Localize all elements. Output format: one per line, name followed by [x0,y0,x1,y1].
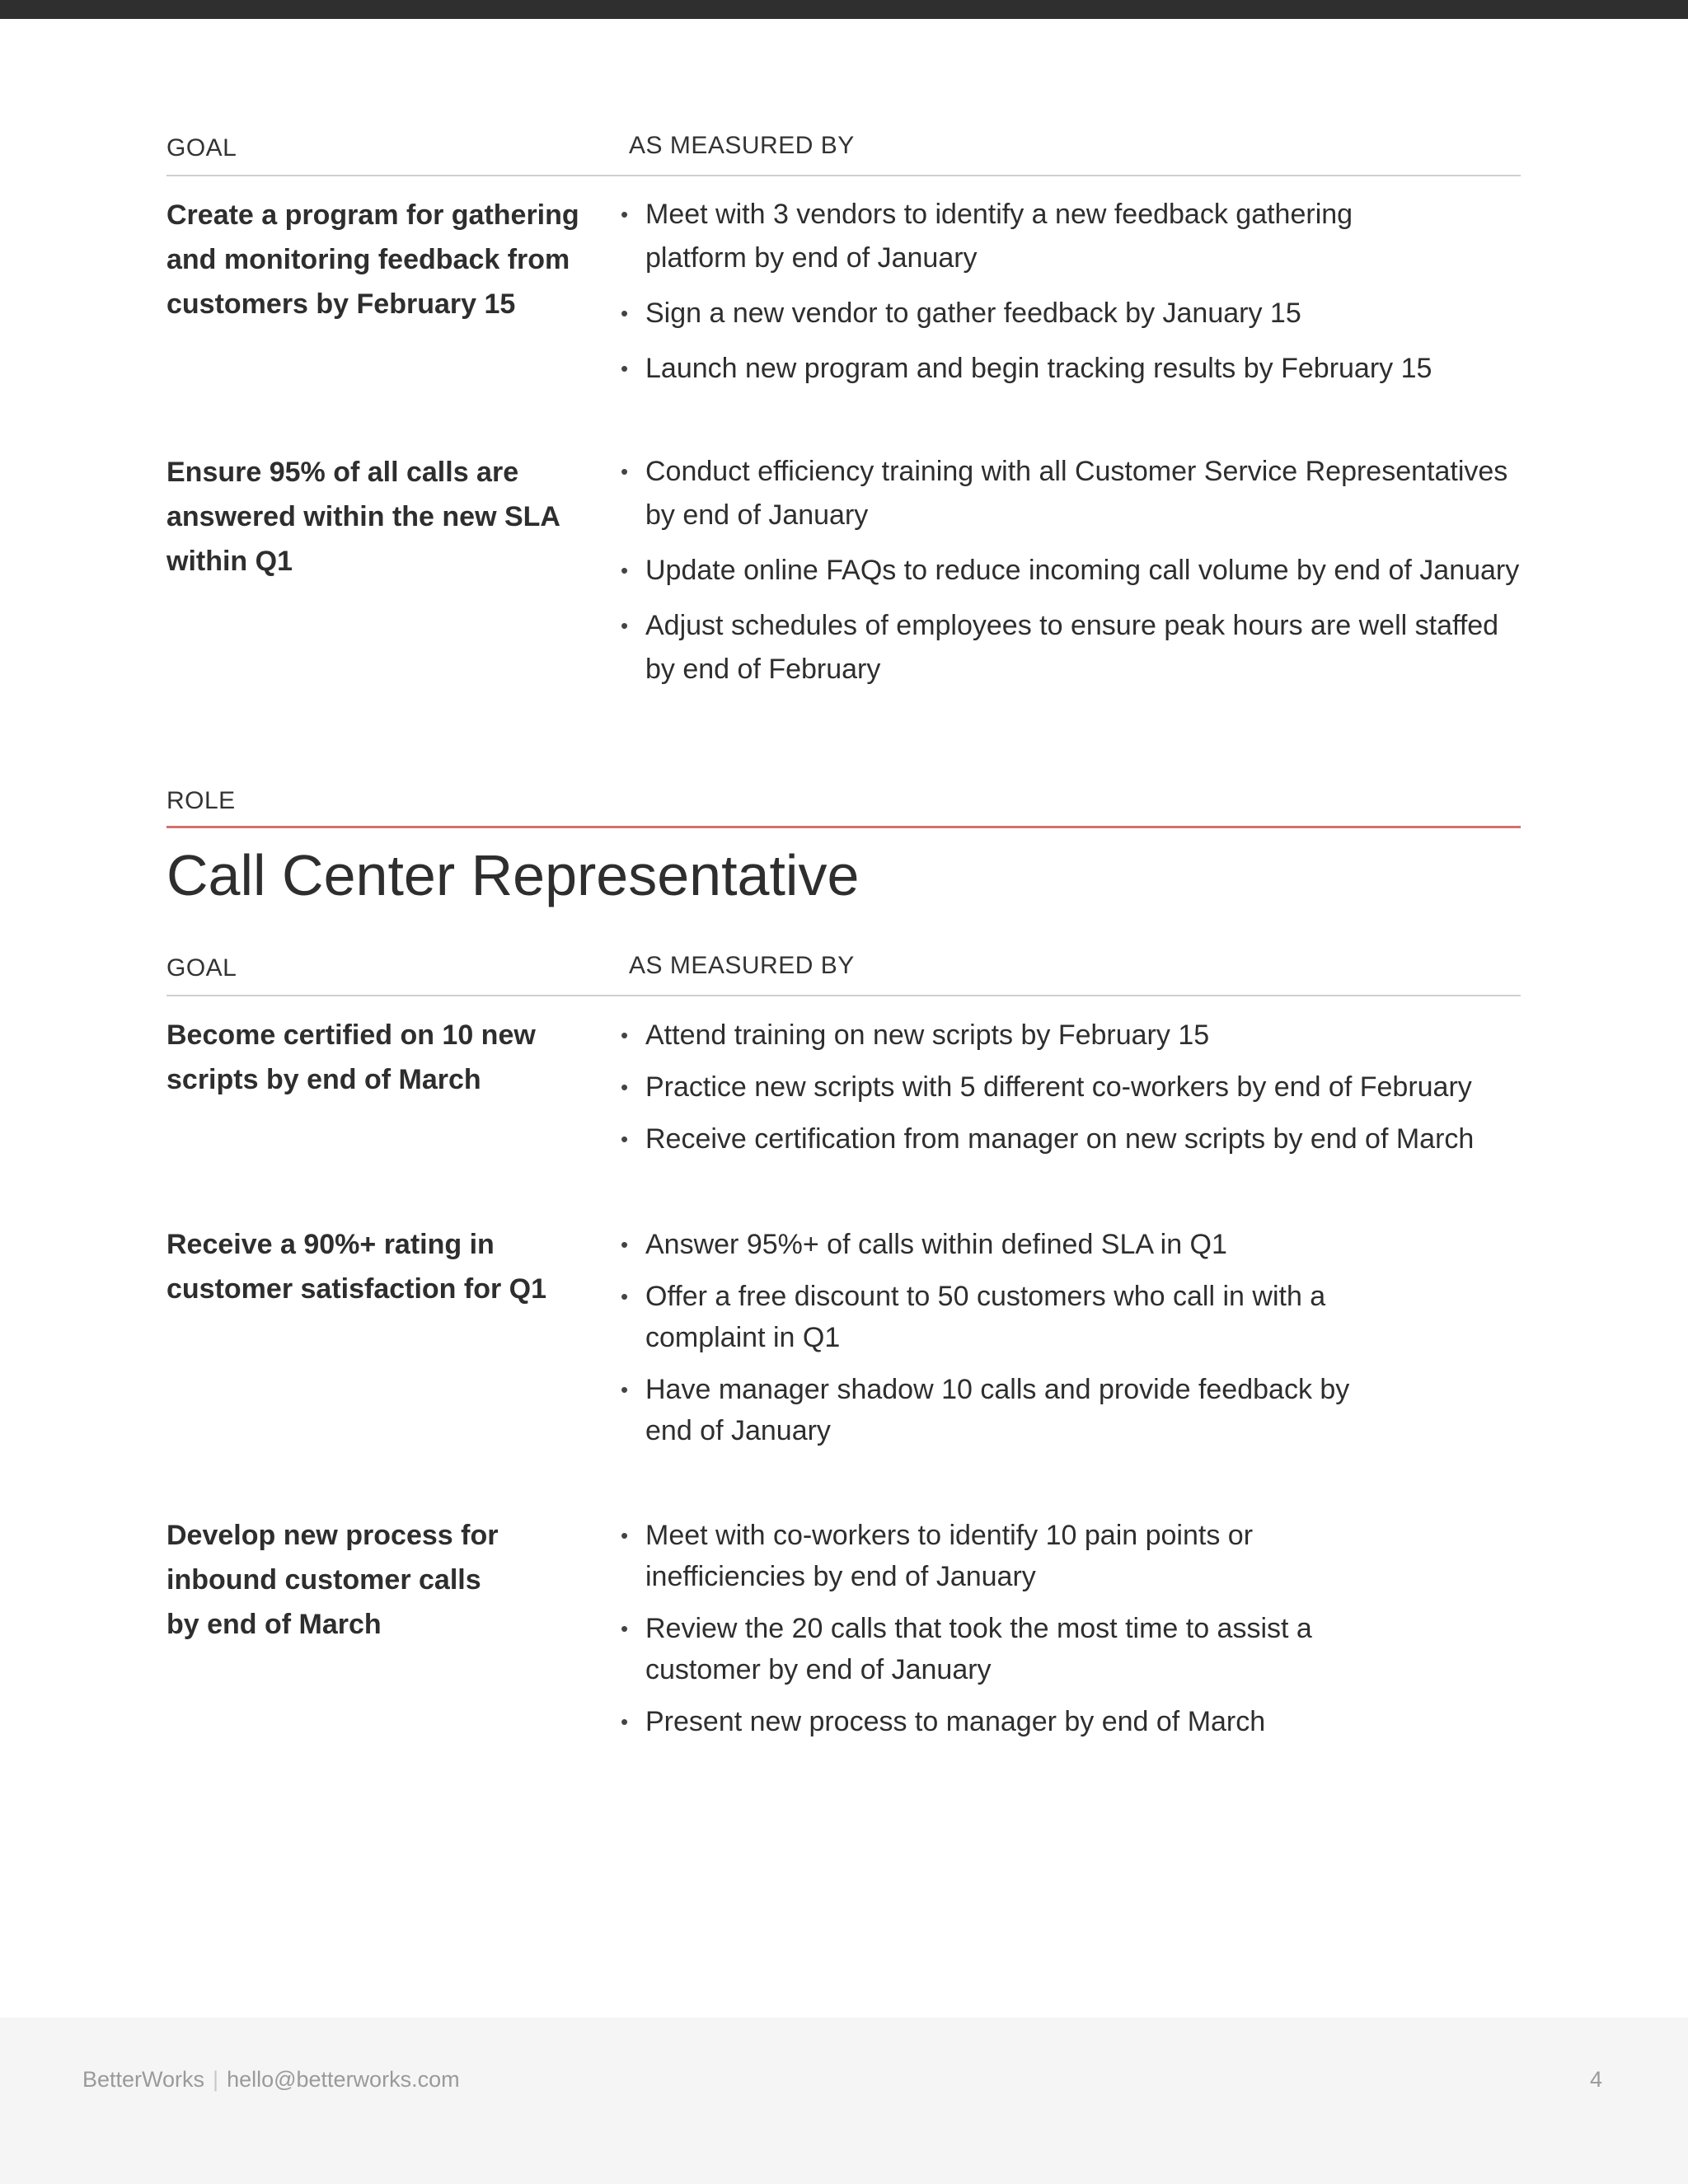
page-number: 4 [1589,2067,1602,2092]
measure-line: • Practice new scripts with 5 different co-workers by end of February [645,1071,1472,1103]
footer-separator: | [213,2067,219,2092]
goal-line: within Q1 [166,546,293,577]
role-divider [166,826,1521,828]
goal-line: scripts by end of March [166,1064,481,1095]
measure-line: end of January [645,1415,831,1446]
footer-email-link[interactable]: hello@betterworks.com [227,2067,460,2092]
goal-line: Create a program for gathering [166,199,579,231]
goal-text [166,1222,603,1311]
goal-line: answered within the new SLA [166,501,560,532]
measure-line: • Review the 20 calls that took the most time to assist a [645,1613,1312,1644]
goal-line: Become certified on 10 new [166,1019,536,1051]
goal-column-header: GOAL [166,134,237,162]
footer-company: BetterWorks [82,2067,205,2092]
measure-line: • Update online FAQs to reduce incoming call volume by end of January [645,555,1520,586]
measure-item [621,292,1527,335]
header-divider [166,175,1521,176]
measure-line: • Sign a new vendor to gather feedback by January 15 [645,298,1301,329]
goal-line: and monitoring feedback from [166,244,570,275]
goal-text [166,450,603,583]
measure-list [621,1515,1527,1753]
goal-column-header: GOAL [166,954,237,982]
measure-line: • Meet with 3 vendors to identify a new feedback gathering [645,199,1353,230]
goal-text [166,1513,603,1647]
goal-text [166,193,603,326]
measure-list [621,1015,1527,1170]
measure-item [621,1515,1527,1597]
measure-line: complaint in Q1 [645,1322,841,1353]
goal-line: Develop new process for [166,1520,499,1551]
measure-line: • Adjust schedules of employees to ensure peak hours are well staffed [645,610,1499,641]
measure-column-header: AS MEASURED BY [629,952,855,979]
measure-line: • Have manager shadow 10 calls and provide feedback by [645,1374,1350,1405]
measure-item [621,1118,1527,1160]
goal-line: Receive a 90%+ rating in [166,1229,495,1260]
measure-line: by end of January [645,499,869,531]
measure-item [621,1224,1527,1265]
measure-item [621,1015,1527,1056]
footer-contact [82,2067,460,2093]
goal-line: customers by February 15 [166,288,516,320]
goal-line: by end of March [166,1609,382,1640]
measure-line: customer by end of January [645,1654,992,1685]
measure-line: • Conduct efficiency training with all Customer Service Representatives [645,456,1508,487]
measure-item [621,450,1527,537]
role-label: ROLE [166,787,236,814]
header-divider [166,995,1521,996]
measure-list [621,1224,1527,1462]
measure-column-header: AS MEASURED BY [629,132,855,159]
measure-line: inefficiencies by end of January [645,1561,1036,1592]
measure-line: • Answer 95%+ of calls within defined SLA in Q1 [645,1229,1227,1260]
measure-line: • Receive certification from manager on new scripts by end of March [645,1123,1475,1155]
measure-item [621,347,1527,391]
measure-line: • Meet with co-workers to identify 10 pain points or [645,1520,1254,1551]
measure-line: • Present new process to manager by end of March [645,1706,1266,1737]
goal-line: Ensure 95% of all calls are [166,457,519,488]
measure-item [621,193,1527,280]
goal-text [166,1013,603,1102]
measure-line: platform by end of January [645,242,978,274]
measure-item [621,604,1527,691]
measure-list [621,450,1527,703]
page-footer [0,2018,1688,2184]
measure-list [621,193,1527,402]
measure-line: by end of February [645,654,881,685]
goal-line: inbound customer calls [166,1564,481,1596]
measure-item [621,1701,1527,1742]
measure-line: • Attend training on new scripts by February 15 [645,1019,1210,1051]
measure-item [621,1608,1527,1690]
goal-line: customer satisfaction for Q1 [166,1273,547,1305]
measure-line: • Launch new program and begin tracking results by February 15 [645,353,1432,384]
measure-line: • Offer a free discount to 50 customers who call in with a [645,1281,1326,1312]
top-bar [0,0,1688,19]
measure-item [621,1066,1527,1108]
measure-item [621,549,1527,593]
role-title: Call Center Representative [166,843,860,907]
measure-item [621,1369,1527,1451]
measure-item [621,1276,1527,1358]
